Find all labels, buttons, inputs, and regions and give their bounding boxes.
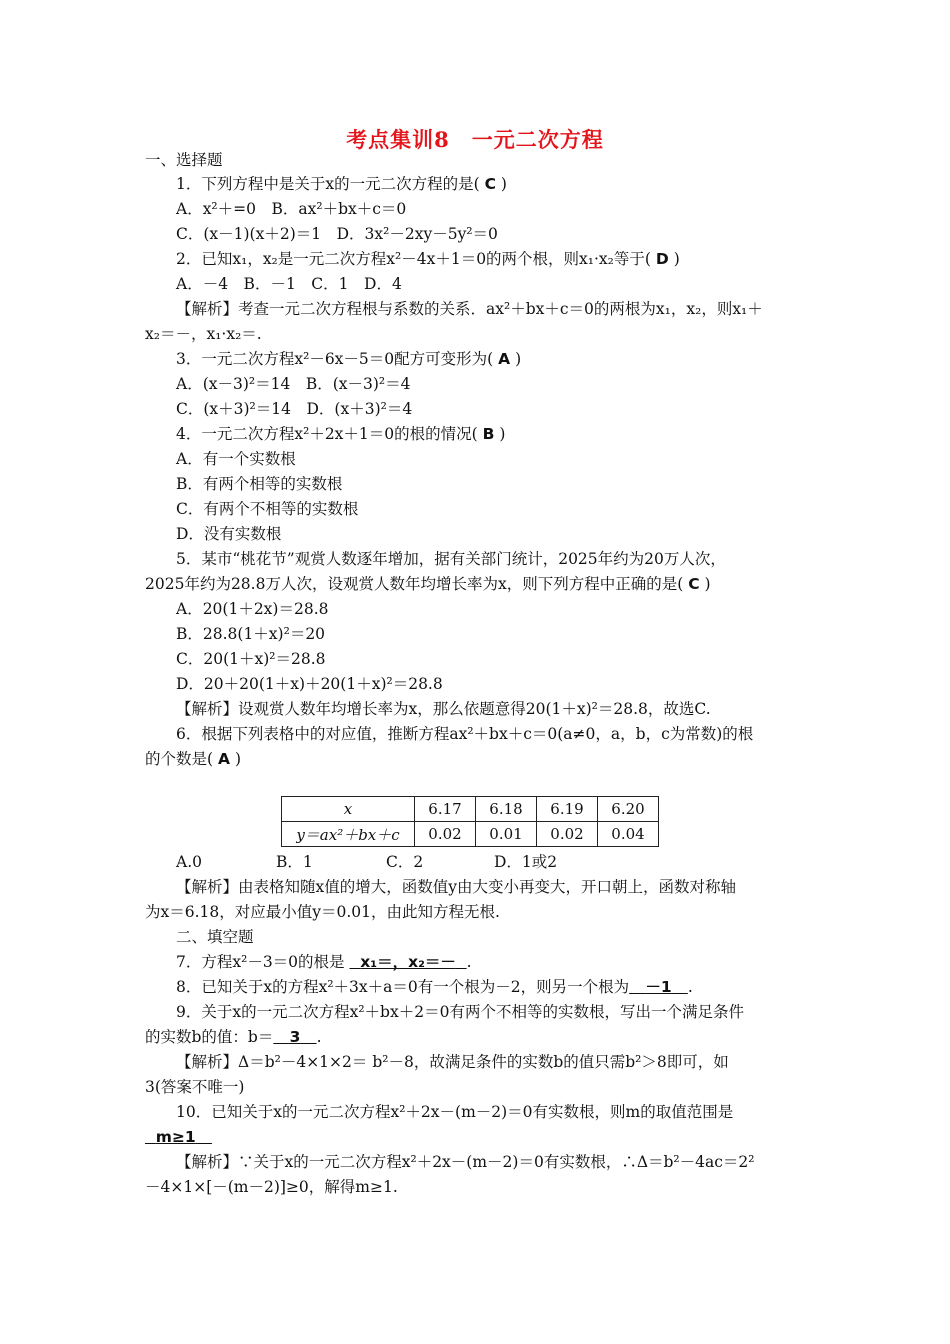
q4-option-d: D．没有实数根 [176, 525, 282, 543]
section-choice-heading: 一、选择题 [145, 151, 223, 169]
q6-value-table [281, 796, 659, 847]
q6-answer: A [218, 750, 230, 768]
q6-options [176, 852, 856, 872]
q10-stem-line2 [145, 1127, 825, 1147]
q6-option-d: D．1或2 [494, 853, 558, 871]
table-cell: 0.04 [598, 822, 659, 847]
q3-answer: A [498, 350, 511, 368]
q6-option-c: C．2 [386, 853, 424, 871]
q3-options-cd: C．(x＋3)²＝14 D．(x＋3)²＝4 [176, 400, 413, 418]
q9-answer-blank: 3 [289, 1028, 301, 1046]
table-cell: 6.20 [598, 797, 659, 822]
table-header-x: x [282, 797, 415, 822]
q3-stem: 3．一元二次方程x²－6x－5＝0配方可变形为( A ) [176, 350, 522, 368]
table-cell: 0.01 [476, 822, 537, 847]
q9-analysis-line1: 【解析】Δ＝b²－4×1×2＝ b²－8，故满足条件的实数b的值只需b²＞8即可，如 [176, 1053, 729, 1071]
q7-stem: 7．方程x²－3＝0的根是 x₁＝，x₂＝－ . [176, 953, 472, 971]
q5-stem-line1: 5．某市“桃花节”观赏人数逐年增加，据有关部门统计，2025年约为20万人次， [176, 550, 726, 568]
q8-answer-blank: －1 [645, 978, 672, 996]
table-cell: 0.02 [537, 822, 598, 847]
q1-stem: 1．下列方程中是关于x的一元二次方程的是( C ) [176, 175, 507, 193]
q1-options-cd: C．(x－1)(x＋2)＝1 D．3x²－2xy－5y²＝0 [176, 225, 498, 243]
q4-option-b: B．有两个相等的实数根 [176, 475, 343, 493]
q5-option-d: D．20＋20(1＋x)＋20(1＋x)²＝28.8 [176, 675, 443, 693]
q10-analysis-line2: －4×1×[－(m－2)]≥0，解得m≥1. [145, 1178, 398, 1196]
table-cell: 6.19 [537, 797, 598, 822]
table-cell: 6.17 [415, 797, 476, 822]
q6-stem-line2: 的个数是( A ) [145, 750, 241, 768]
table-header-y: y＝ax²＋bx＋c [282, 822, 415, 847]
q4-answer: B [482, 425, 495, 443]
q6-analysis-line2: 为x＝6.18，对应最小值y＝0.01，由此知方程无根. [145, 903, 500, 921]
q4-option-c: C．有两个不相等的实数根 [176, 500, 359, 518]
q2-analysis-line2: x₂＝－，x₁·x₂＝. [145, 325, 262, 343]
q10-stem-line1: 10．已知关于x的一元二次方程x²＋2x－(m－2)＝0有实数根，则m的取值范围是 [176, 1103, 734, 1121]
q2-options: A．－4 B．－1 C．1 D．4 [176, 275, 402, 293]
q8-stem: 8．已知关于x的方程x²＋3x＋a＝0有一个根为－2，则另一个根为 －1 . [176, 978, 693, 996]
q4-stem: 4．一元二次方程x²＋2x＋1＝0的根的情况( B ) [176, 425, 506, 443]
q9-stem-line1: 9．关于x的一元二次方程x²＋bx＋2＝0有两个不相等的实数根，写出一个满足条件 [176, 1003, 744, 1021]
q5-option-a: A．20(1＋2x)＝28.8 [176, 600, 329, 618]
table-row [282, 797, 659, 822]
q2-analysis-line1: 【解析】考查一元二次方程根与系数的关系．ax²＋bx＋c＝0的两根为x₁，x₂，则x₁＋ [176, 300, 763, 318]
q5-analysis: 【解析】设观赏人数年均增长率为x，那么依题意得20(1＋x)²＝28.8，故选C. [176, 700, 711, 718]
q5-answer: C [688, 575, 700, 593]
q10-analysis-line1: 【解析】∵关于x的一元二次方程x²＋2x－(m－2)＝0有实数根，∴Δ＝b²－4ac＝2² [176, 1153, 755, 1171]
q5-stem-line2: 2025年约为28.8万人次，设观赏人数年均增长率为x，则下列方程中正确的是( C ) [145, 575, 711, 593]
section-fill-heading: 二、填空题 [176, 928, 254, 946]
q3-options-ab: A．(x－3)²＝14 B．(x－3)²＝4 [176, 375, 411, 393]
q9-analysis-line2: 3(答案不唯一) [145, 1078, 245, 1096]
q6-stem-line1: 6．根据下列表格中的对应值，推断方程ax²＋bx＋c＝0(a≠0，a，b，c为常数)的根 [176, 725, 754, 743]
table-cell: 6.18 [476, 797, 537, 822]
q2-answer: D [655, 250, 669, 268]
q1-answer: C [484, 175, 496, 193]
q6-option-b: B．1 [276, 853, 313, 871]
q4-option-a: A．有一个实数根 [176, 450, 296, 468]
q6-analysis-line1: 【解析】由表格知随x值的增大，函数值y由大变小再变大，开口朝上，函数对称轴 [176, 878, 737, 896]
q2-stem: 2．已知x₁，x₂是一元二次方程x²－4x＋1＝0的两个根，则x₁·x₂等于( D ) [176, 250, 680, 268]
table-row [282, 822, 659, 847]
table-cell: 0.02 [415, 822, 476, 847]
q6-option-a: A.0 [176, 853, 202, 871]
q10-answer-blank: m≥1 [155, 1128, 196, 1146]
q5-option-c: C．20(1＋x)²＝28.8 [176, 650, 326, 668]
q1-options-ab: A．x²＋=0 B．ax²＋bx＋c＝0 [176, 200, 407, 218]
page-title: 考点集训8 一元二次方程 [346, 127, 604, 152]
q5-option-b: B．28.8(1＋x)²＝20 [176, 625, 326, 643]
q9-stem-line2: 的实数b的值：b＝ 3 . [145, 1028, 322, 1046]
q7-answer-blank: x₁＝，x₂＝－ [360, 953, 456, 971]
